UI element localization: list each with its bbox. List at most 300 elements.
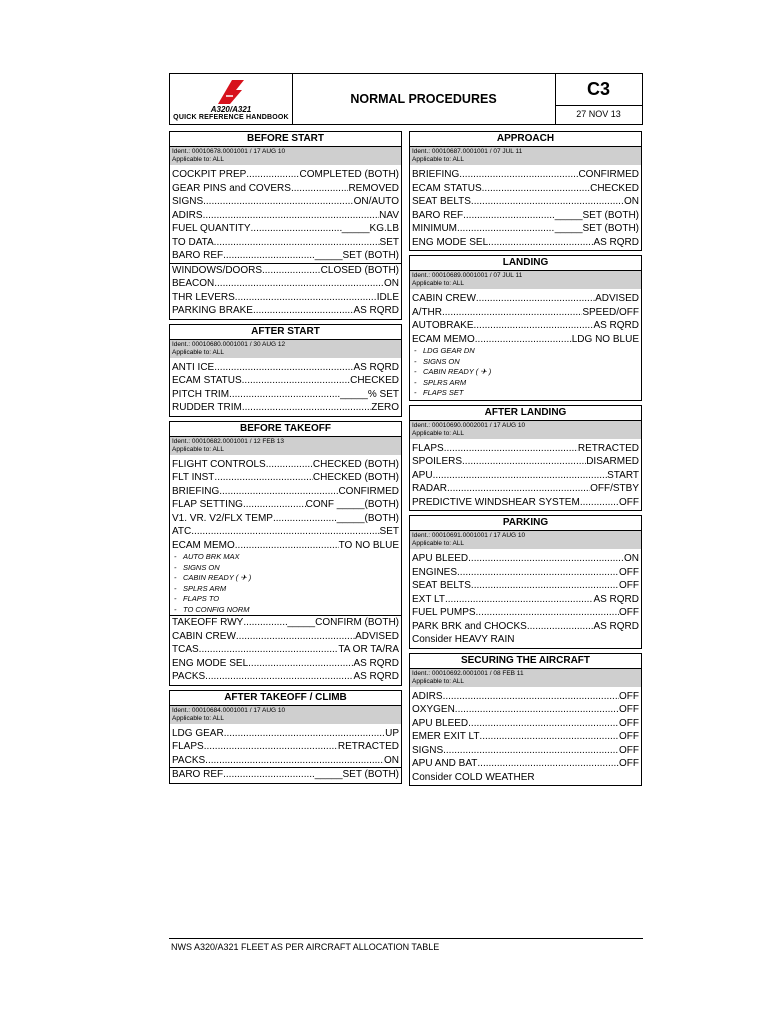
- item-label: SEAT BELTS: [412, 580, 471, 591]
- section-title: LANDING: [410, 256, 641, 271]
- ident-text: Ident.: 00010690.0002001 / 17 AUG 10: [412, 421, 526, 429]
- leader-dots: [488, 236, 593, 250]
- checklist-row: [412, 566, 639, 580]
- item-label: ENG MODE SEL: [172, 657, 249, 669]
- item-label: APU AND BAT: [412, 758, 478, 769]
- right-column: [409, 131, 642, 790]
- section-title: AFTER TAKEOFF / CLIMB: [170, 691, 401, 706]
- checklist-row: [172, 401, 399, 415]
- checklist-row: [172, 388, 399, 402]
- item-value: CONFIRMED: [338, 485, 399, 497]
- item-label: BARO REF: [412, 209, 464, 221]
- item-value: _____(BOTH): [336, 512, 399, 524]
- checklist-row: [172, 616, 399, 630]
- leader-dots: [455, 703, 619, 717]
- ident-text: Ident.: 00010692.0001001 / 08 FEB 11: [412, 669, 524, 677]
- memo-text: FLAPS SET: [423, 388, 464, 397]
- checklist-row: [412, 209, 639, 223]
- leader-dots: [262, 264, 321, 278]
- checklist-row: [412, 552, 639, 566]
- item-label: BARO REF: [172, 250, 224, 261]
- item-value: OFF: [619, 690, 639, 702]
- ident-block: [410, 669, 641, 687]
- section-title: BEFORE TAKEOFF: [170, 422, 401, 437]
- item-label: FUEL PUMPS: [412, 607, 476, 618]
- item-value: _____SET (BOTH): [314, 769, 399, 780]
- checklist-row: [172, 222, 399, 236]
- leader-dots: [251, 222, 342, 236]
- leader-dots: [445, 593, 593, 607]
- item-label: RADAR: [412, 483, 448, 494]
- item-value: ON/AUTO: [353, 196, 399, 207]
- leader-dots: [224, 727, 385, 741]
- consider-note: Consider COLD WEATHER: [412, 771, 535, 783]
- item-value: ON: [384, 754, 399, 766]
- item-label: ATC: [172, 526, 192, 537]
- item-label: PARKING BRAKE: [172, 305, 253, 316]
- ident-block: [170, 340, 401, 358]
- item-value: AS RQRD: [353, 361, 399, 373]
- item-label: TO DATA: [172, 236, 214, 248]
- leader-dots: [214, 361, 353, 375]
- checklist-row: [172, 539, 399, 553]
- memo-text: CABIN READY ( ✈ ): [423, 367, 492, 376]
- item-value: _____SET (BOTH): [554, 209, 639, 221]
- item-value: RETRACTED: [577, 442, 639, 454]
- leader-dots: [242, 374, 350, 388]
- checklist-row: [172, 236, 399, 250]
- leader-dots: [457, 222, 555, 236]
- ident-text: Ident.: 00010689.0001001 / 07 JUL 11: [412, 272, 523, 279]
- item-value: CONF _____(BOTH): [305, 499, 399, 510]
- item-value: OFF: [619, 496, 639, 508]
- item-value: CHECKED: [590, 182, 639, 194]
- memo-sub-item: [412, 367, 639, 378]
- leader-dots: [214, 471, 312, 485]
- item-label: PARK BRK and CHOCKS: [412, 620, 527, 632]
- checklist-row: [412, 306, 639, 320]
- leader-dots: [447, 482, 590, 496]
- checklist-row: [172, 361, 399, 375]
- leader-dots: [235, 539, 339, 553]
- checklist-rows: [410, 439, 641, 511]
- item-value: ON: [384, 278, 399, 289]
- item-value: AS RQRD: [353, 657, 399, 669]
- aircraft-model: A320/A321: [210, 105, 252, 114]
- section-title: APPROACH: [410, 132, 641, 147]
- item-label: THR LEVERS: [172, 291, 235, 303]
- section-after-takeoff: [169, 690, 402, 784]
- item-label: ADIRS: [412, 690, 443, 702]
- memo-text: SIGNS ON: [423, 356, 460, 366]
- item-value: OFF: [619, 744, 639, 756]
- item-label: FLAPS: [172, 741, 204, 752]
- item-value: ON: [624, 553, 639, 564]
- leader-dots: [205, 670, 353, 684]
- logo-cell: [170, 74, 293, 124]
- checklist-rows: [170, 358, 401, 416]
- item-value: DISARMED: [586, 456, 639, 467]
- checklist-row: [412, 717, 639, 731]
- leader-dots: [468, 552, 624, 566]
- ident-text: Ident.: 00010680.0001001 / 30 AUG 12: [172, 340, 286, 348]
- leader-dots: [444, 442, 578, 456]
- item-label: FLAP SETTING: [172, 499, 243, 510]
- leader-dots: [462, 455, 586, 469]
- item-value: ADVISED: [355, 630, 399, 642]
- item-value: OFF/STBY: [590, 483, 639, 494]
- page-title: NORMAL PROCEDURES: [292, 74, 556, 124]
- page-code: C3: [586, 79, 610, 99]
- item-value: _____CONFIRM (BOTH): [287, 617, 399, 628]
- leader-dots: [199, 643, 339, 657]
- item-label: ENGINES: [412, 566, 458, 578]
- leader-dots: [476, 606, 619, 620]
- company-logo-icon: [216, 76, 246, 106]
- item-value: TO NO BLUE: [338, 539, 399, 551]
- checklist-row: [172, 525, 399, 539]
- checklist-rows: [170, 724, 401, 783]
- checklist-row: [412, 496, 639, 510]
- applicable-text: Applicable to: ALL: [412, 156, 465, 163]
- item-value: AS RQRD: [593, 620, 639, 632]
- memo-sub-item: [172, 552, 399, 563]
- applicable-text: Applicable to: ALL: [172, 714, 225, 722]
- consider-note: Consider HEAVY RAIN: [412, 634, 515, 645]
- item-label: BRIEFING: [412, 169, 460, 180]
- checklist-row: [172, 209, 399, 223]
- checklist-row: [172, 643, 399, 657]
- leader-dots: [235, 291, 377, 305]
- leader-dots: [442, 306, 582, 320]
- ident-block: [410, 421, 641, 439]
- memo-sub-item: [172, 584, 399, 595]
- item-value: LDG NO BLUE: [571, 333, 639, 345]
- item-value: SET: [379, 236, 399, 248]
- checklist-row: [172, 249, 399, 263]
- bullet-dash: -: [174, 583, 177, 593]
- checklist-row: [172, 168, 399, 182]
- page-date: 27 NOV 13: [576, 109, 621, 119]
- checklist-row: [412, 442, 639, 456]
- memo-text: LDG GEAR DN: [423, 346, 475, 355]
- item-value: OFF: [619, 731, 639, 742]
- bullet-dash: -: [174, 552, 177, 561]
- item-value: OFF: [619, 717, 639, 729]
- checklist-rows: [410, 687, 641, 786]
- divider: [555, 105, 642, 106]
- leader-dots: [463, 209, 555, 223]
- checklist-row: [412, 222, 639, 236]
- checklist-row: [412, 744, 639, 758]
- item-value: CONFIRMED: [578, 169, 639, 180]
- left-column: [169, 131, 402, 788]
- leader-dots: [236, 630, 355, 644]
- handbook-title: QUICK REFERENCE HANDBOOK: [173, 114, 289, 121]
- item-label: FLT INST: [172, 472, 215, 483]
- memo-sub-item: [172, 573, 399, 584]
- checklist-rows: [170, 455, 401, 685]
- bullet-dash: -: [174, 594, 177, 603]
- item-label: CABIN CREW: [172, 630, 236, 642]
- checklist-row: [412, 195, 639, 209]
- item-label: MINIMUM: [412, 223, 457, 234]
- ident-text: Ident.: 00010684.0001001 / 17 AUG 10: [172, 706, 286, 714]
- item-label: BARO REF: [172, 769, 224, 780]
- item-label: ANTI ICE: [172, 361, 215, 373]
- ident-text: Ident.: 00010691.0001001 / 17 AUG 10: [412, 532, 526, 539]
- bullet-dash: -: [174, 573, 177, 582]
- section-landing: [409, 255, 642, 401]
- section-title: PARKING: [410, 516, 641, 531]
- footer-divider: [169, 938, 643, 939]
- checklist-row: [172, 471, 399, 485]
- checklist-row: [412, 333, 639, 347]
- section-after-start: [169, 324, 402, 417]
- item-value: _____KG.LB: [341, 223, 399, 234]
- item-label: PITCH TRIM: [172, 388, 230, 400]
- item-value: NAV: [379, 209, 399, 221]
- checklist-row: [412, 593, 639, 607]
- item-label: GEAR PINS and COVERS: [172, 182, 291, 194]
- ident-block: [410, 531, 641, 549]
- leader-dots: [205, 754, 384, 768]
- item-label: TCAS: [172, 644, 199, 655]
- leader-dots: [243, 498, 306, 512]
- item-label: AUTOBRAKE: [412, 320, 474, 331]
- memo-sub-item: [412, 378, 639, 389]
- checklist-row: [172, 630, 399, 644]
- checklist-row: [412, 730, 639, 744]
- item-value: AS RQRD: [593, 593, 639, 605]
- item-value: OFF: [619, 566, 639, 578]
- bullet-dash: -: [414, 367, 417, 376]
- checklist-row: [172, 754, 399, 768]
- leader-dots: [273, 512, 337, 526]
- leader-dots: [459, 168, 578, 182]
- memo-text: SIGNS ON: [183, 562, 220, 572]
- leader-dots: [443, 690, 619, 704]
- item-label: CABIN CREW: [412, 293, 476, 304]
- checklist-row: [172, 277, 399, 291]
- leader-dots: [433, 469, 608, 483]
- checklist-row: [412, 757, 639, 771]
- item-value: ADVISED: [595, 293, 639, 304]
- footer-text: NWS A320/A321 FLEET AS PER AIRCRAFT ALLOCATION TABLE: [171, 942, 440, 952]
- memo-text: SPLRS ARM: [423, 377, 467, 387]
- leader-dots: [223, 768, 315, 782]
- leader-dots: [229, 388, 340, 402]
- leader-dots: [253, 304, 353, 318]
- leader-dots: [223, 249, 315, 263]
- memo-sub-item: [412, 346, 639, 357]
- checklist-row: [412, 319, 639, 333]
- leader-dots: [203, 209, 380, 223]
- memo-sub-item: [172, 605, 399, 616]
- memo-text: CABIN READY ( ✈ ): [183, 573, 252, 582]
- bullet-dash: -: [174, 562, 177, 572]
- bullet-dash: -: [414, 377, 417, 387]
- leader-dots: [242, 401, 371, 415]
- item-value: ON: [624, 196, 639, 207]
- item-label: V1. VR. V2/FLX TEMP: [172, 512, 273, 524]
- leader-dots: [219, 485, 338, 499]
- section-before-start: [169, 131, 402, 320]
- item-value: _____% SET: [340, 388, 399, 400]
- bullet-dash: -: [174, 604, 177, 614]
- item-label: BEACON: [172, 278, 215, 289]
- leader-dots: [527, 620, 594, 634]
- checklist-row: [412, 455, 639, 469]
- item-label: FLIGHT CONTROLS: [172, 458, 266, 470]
- leader-dots: [474, 319, 594, 333]
- item-label: APU BLEED: [412, 553, 469, 564]
- checklist-row: [412, 620, 639, 634]
- item-label: ECAM STATUS: [172, 375, 242, 386]
- applicable-text: Applicable to: ALL: [172, 445, 225, 453]
- leader-dots: [266, 458, 313, 472]
- applicable-text: Applicable to: ALL: [172, 348, 225, 356]
- leader-dots: [482, 182, 590, 196]
- leader-dots: [468, 717, 619, 731]
- checklist-row: [412, 469, 639, 483]
- item-label: A/THR: [412, 306, 442, 318]
- checklist-rows: [410, 165, 641, 250]
- section-parking: [409, 515, 642, 649]
- item-label: EMER EXIT LT: [412, 731, 480, 742]
- item-value: UP: [385, 727, 399, 739]
- checklist-row: [172, 264, 399, 278]
- leader-dots: [204, 740, 338, 754]
- section-securing: [409, 653, 642, 787]
- leader-dots: [580, 496, 619, 510]
- item-label: PREDICTIVE WINDSHEAR SYSTEM: [412, 496, 580, 508]
- code-cell: [555, 74, 642, 124]
- leader-dots: [214, 236, 380, 250]
- item-value: TA OR TA/RA: [338, 644, 399, 655]
- checklist-row: [412, 168, 639, 182]
- item-label: COCKPIT PREP: [172, 169, 247, 180]
- item-value: CHECKED (BOTH): [312, 472, 399, 483]
- checklist-row: [172, 291, 399, 305]
- item-value: ZERO: [371, 402, 399, 413]
- bullet-dash: -: [414, 346, 417, 355]
- item-label: SIGNS: [412, 744, 444, 756]
- section-title: AFTER LANDING: [410, 406, 641, 421]
- item-label: APU: [412, 469, 433, 481]
- checklist-row: [412, 579, 639, 593]
- bullet-dash: -: [414, 356, 417, 366]
- ident-text: Ident.: 00010678.0001001 / 17 AUG 10: [172, 148, 286, 155]
- item-label: SIGNS: [172, 196, 204, 207]
- checklist-row: [172, 195, 399, 209]
- item-value: COMPLETED (BOTH): [299, 169, 399, 180]
- item-value: AS RQRD: [593, 236, 639, 248]
- section-title: SECURING THE AIRCRAFT: [410, 654, 641, 669]
- leader-dots: [243, 616, 287, 630]
- checklist-row: [172, 374, 399, 388]
- item-value: REMOVED: [348, 182, 399, 194]
- ident-text: Ident.: 00010687.0001001 / 07 JUL 11: [412, 148, 523, 155]
- item-value: OFF: [619, 758, 639, 769]
- checklist-row: [172, 512, 399, 526]
- memo-text: AUTO BRK MAX: [183, 552, 240, 561]
- item-value: CLOSED (BOTH): [320, 264, 399, 276]
- item-value: START: [607, 469, 639, 481]
- checklist-row: [412, 703, 639, 717]
- item-label: ECAM MEMO: [172, 539, 235, 551]
- item-value: AS RQRD: [353, 671, 399, 682]
- memo-sub-item: [412, 357, 639, 368]
- checklist-row: [412, 690, 639, 704]
- item-label: FUEL QUANTITY: [172, 223, 251, 234]
- memo-text: SPLRS ARM: [183, 583, 227, 593]
- item-value: CHECKED (BOTH): [312, 458, 399, 470]
- item-label: WINDOWS/DOORS: [172, 264, 262, 276]
- item-label: ADIRS: [172, 209, 203, 221]
- memo-sub-item: [172, 563, 399, 574]
- leader-dots: [203, 195, 353, 209]
- checklist-row: [172, 657, 399, 671]
- item-value: OFF: [619, 607, 639, 618]
- applicable-text: Applicable to: ALL: [412, 429, 465, 437]
- item-label: LDG GEAR: [172, 727, 224, 739]
- memo-text: TO CONFIG NORM: [183, 604, 250, 614]
- item-label: RUDDER TRIM: [172, 402, 242, 413]
- checklist-row: [412, 606, 639, 620]
- checklist-row: [172, 670, 399, 684]
- item-label: PACKS: [172, 754, 206, 766]
- leader-dots: [457, 566, 619, 580]
- item-label: SEAT BELTS: [412, 196, 471, 207]
- leader-dots: [471, 579, 619, 593]
- applicable-text: Applicable to: ALL: [412, 280, 465, 287]
- ident-block: [410, 147, 641, 165]
- item-label: TAKEOFF RWY: [172, 617, 244, 628]
- ident-text: Ident.: 00010682.0001001 / 12 FEB 13: [172, 437, 285, 445]
- item-label: ECAM STATUS: [412, 182, 482, 194]
- checklist-row: [412, 482, 639, 496]
- item-value: RETRACTED: [337, 741, 399, 752]
- item-value: _____SET (BOTH): [554, 223, 639, 234]
- leader-dots: [477, 757, 619, 771]
- section-title: AFTER START: [170, 325, 401, 340]
- item-label: ECAM MEMO: [412, 333, 475, 345]
- item-value: AS RQRD: [353, 305, 399, 316]
- checklist-rows: [410, 549, 641, 648]
- item-label: OXYGEN: [412, 704, 455, 715]
- ident-block: [170, 437, 401, 455]
- item-label: BRIEFING: [172, 485, 220, 497]
- checklist-row: [172, 458, 399, 472]
- item-label: PACKS: [172, 671, 206, 682]
- item-value: CHECKED: [350, 375, 399, 386]
- memo-text: FLAPS TO: [183, 594, 220, 603]
- applicable-text: Applicable to: ALL: [412, 540, 465, 547]
- ident-block: [170, 147, 401, 165]
- section-title: BEFORE START: [170, 132, 401, 147]
- checklist-row: [172, 485, 399, 499]
- checklist-row: [172, 304, 399, 318]
- item-value: SPEED/OFF: [582, 306, 639, 318]
- item-value: AS RQRD: [593, 320, 639, 331]
- leader-dots: [191, 525, 379, 539]
- ident-block: [410, 271, 641, 289]
- checklist-row: [412, 292, 639, 306]
- section-approach: [409, 131, 642, 251]
- section-after-landing: [409, 405, 642, 512]
- leader-dots: [479, 730, 619, 744]
